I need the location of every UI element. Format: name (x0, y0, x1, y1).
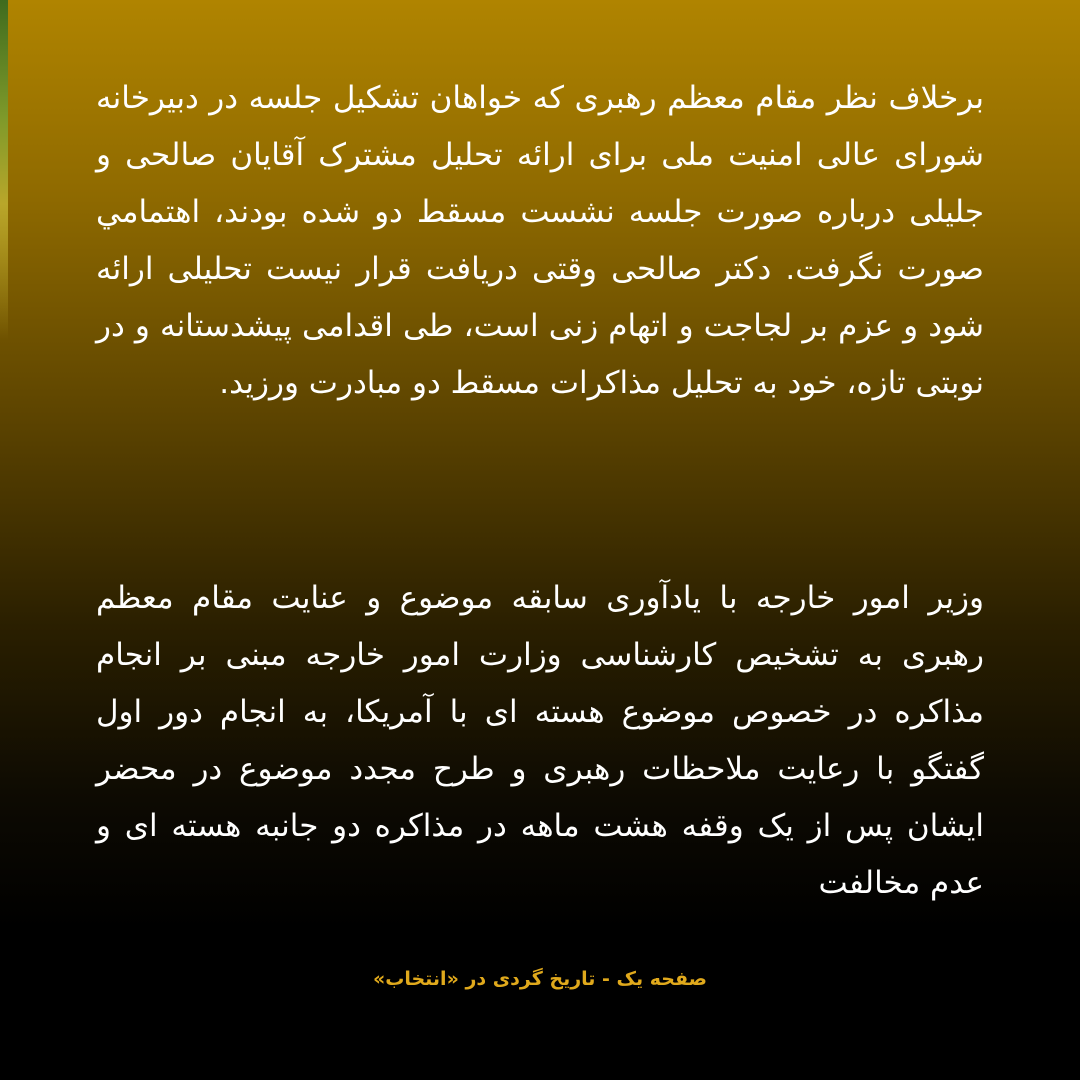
body-paragraph-1: برخلاف نظر مقام معظم رهبری که خواهان تشکیل جلسه در دبیرخانه شورای عالی امنیت ملی برای ارائه تحلیل مشترک آقایان صالحی و جلیلی درباره صورت جلسه نشست مسقط دو شده بودند، اهتمامي صورت نگرفت. دکتر صالحی وقتی دریافت قرار نیست تحلیلی ارائه شود و عزم بر لجاجت و اتهام زنی است، طی اقدامی پیشدستانه و در نوبتی تازه، خود به تحلیل مذاکرات مسقط دو مبادرت ورزید. (96, 80, 984, 401)
background-image-edge (0, 0, 8, 340)
body-paragraph-2: وزیر امور خارجه با یادآوری سابقه موضوع و عنایت مقام معظم رهبری به تشخیص کارشناسی وزارت امور خارجه مبنی بر انجام مذاکره در خصوص موضوع هسته ای با آمریکا، به انجام دور اول گفتگو با رعایت ملاحظات رهبری و طرح مجدد موضوع در محضر ایشان پس از یک وقفه هشت ماهه در مذاکره دو جانبه هسته ای و عدم مخالفت (96, 580, 984, 901)
footer-caption: صفحه یک - تاریخ گردی در «انتخاب» (372, 968, 708, 990)
